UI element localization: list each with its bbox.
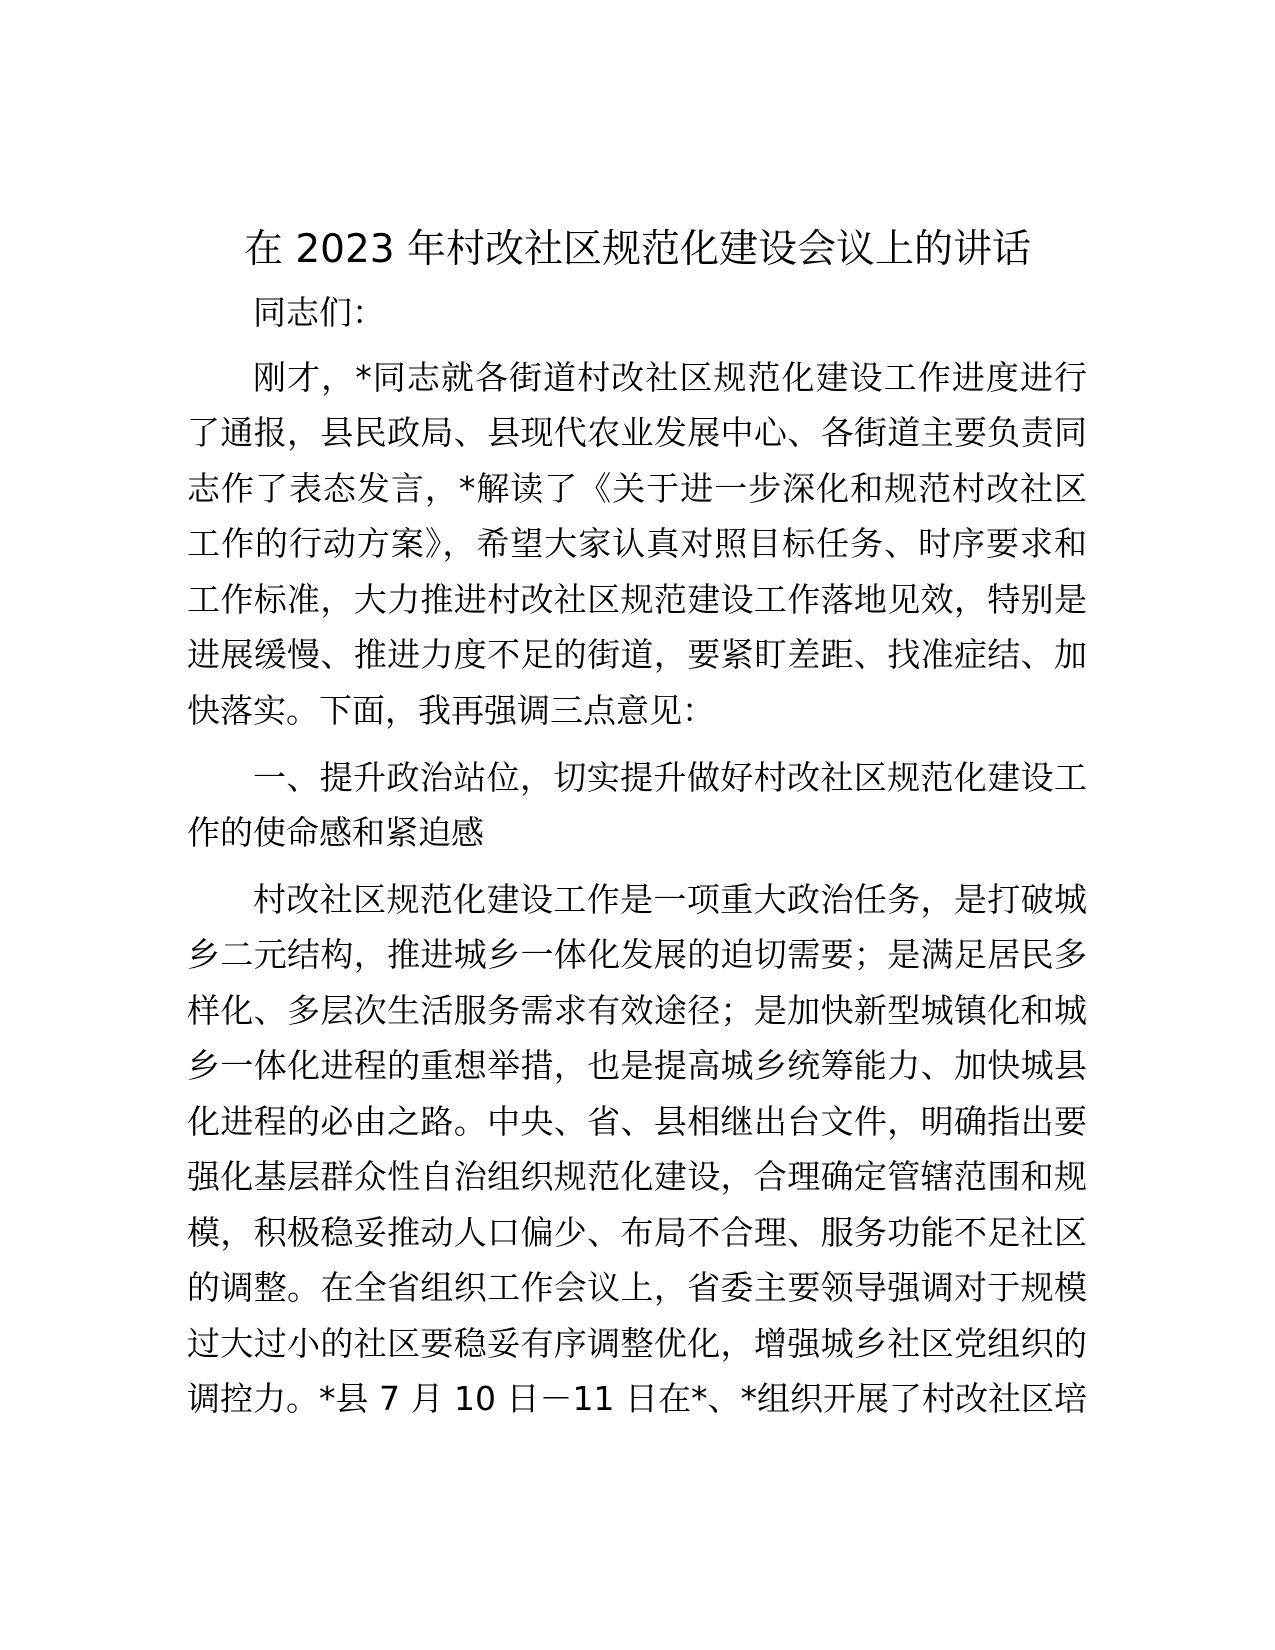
paragraph-line: 调控力。*县 7 月 10 日－11 日在*、*组织开展了村改社区培 [187,1379,1087,1418]
paragraph-line: 了通报，县民政局、县现代农业发展中心、各街道主要负责同 [187,413,1087,452]
section-heading-line: 一、提升政治站位，切实提升做好村改社区规范化建设工 [253,758,1087,797]
paragraph-line: 村改社区规范化建设工作是一项重大政治任务，是打破城 [253,880,1087,919]
paragraph-line: 工作标准，大力推进村改社区规范建设工作落地见效，特别是 [187,580,1087,619]
paragraph-line: 乡一体化进程的重想举措，也是提高城乡统筹能力、加快城县 [187,1046,1087,1085]
section-heading-line: 作的使命感和紧迫感 [187,813,484,852]
paragraph-line: 工作的行动方案》，希望大家认真对照目标任务、时序要求和 [187,524,1087,563]
paragraph-line: 模，积极稳妥推动人口偏少、布局不合理、服务功能不足社区 [187,1213,1087,1252]
greeting-line: 同志们： [253,293,385,332]
paragraph-line: 样化、多层次生活服务需求有效途径；是加快新型城镇化和城 [187,991,1087,1030]
paragraph-line: 化进程的必由之路。中央、省、县相继出台文件，明确指出要 [187,1102,1087,1141]
paragraph-line: 强化基层群众性自治组织规范化建设，合理确定管辖范围和规 [187,1157,1087,1196]
paragraph-line: 志作了表态发言，*解读了《关于进一步深化和规范村改社区 [187,469,1087,508]
paragraph-line: 的调整。在全省组织工作会议上，省委主要领导强调对于规模 [187,1268,1087,1307]
document-title: 在 2023 年村改社区规范化建设会议上的讲话 [243,227,1032,272]
paragraph-line: 快落实。下面，我再强调三点意见： [187,691,715,730]
paragraph-line: 乡二元结构，推进城乡一体化发展的迫切需要；是满足居民多 [187,935,1087,974]
paragraph-line: 进展缓慢、推进力度不足的街道，要紧盯差距、找准症结、加 [187,635,1087,674]
paragraph-line: 刚才，*同志就各街道村改社区规范化建设工作进度进行 [253,358,1087,397]
paragraph-line: 过大过小的社区要稳妥有序调整优化，增强城乡社区党组织的 [187,1324,1087,1363]
